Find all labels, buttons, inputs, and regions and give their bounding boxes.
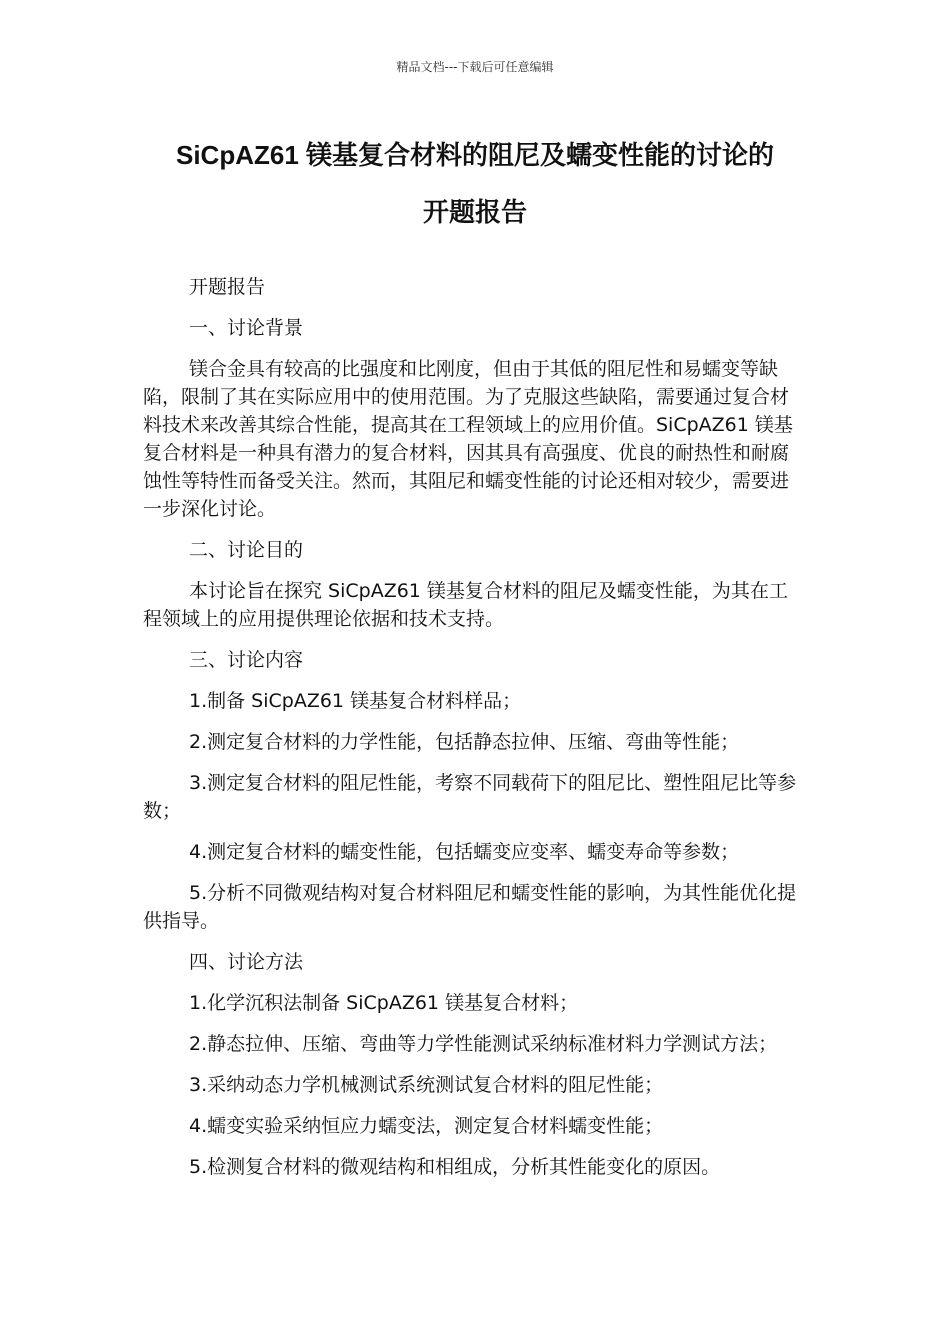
list-item-content-5: 5.分析不同微观结构对复合材料阻尼和蠕变性能的影响，为其性能优化提供指导。 — [143, 882, 797, 932]
document-body — [143, 273, 803, 1194]
list-item-content-4: 4.测定复合材料的蠕变性能，包括蠕变应变率、蠕变寿命等参数； — [189, 841, 740, 863]
paragraph-background: 镁合金具有较高的比强度和比刚度，但由于其低的阻尼性和易蠕变等缺陷，限制了其在实际应用中的使用范围。为了克服这些缺陷，需要通过复合材料技术来改善其综合性能，提高其在工程领域上的应用价值。SiCpAZ61 镁基复合材料是一种具有潜力的复合材料，因其具有高强度、优良的耐热性和耐腐蚀性等特性而备受关注。然而，其阻尼和蠕变性能的讨论还相对较少，需要进一步深化讨论。 — [143, 358, 793, 520]
list-item-method-5: 5.检测复合材料的微观结构和相组成，分析其性能变化的原因。 — [189, 1156, 721, 1178]
section-heading-content: 三、讨论内容 — [189, 649, 304, 671]
list-item-method-2: 2.静态拉伸、压缩、弯曲等力学性能测试采纳标准材料力学测试方法； — [189, 1033, 778, 1055]
list-item-method-4: 4.蠕变实验采纳恒应力蠕变法，测定复合材料蠕变性能； — [189, 1115, 664, 1137]
section-label-report: 开题报告 — [189, 276, 266, 298]
section-heading-background: 一、讨论背景 — [189, 317, 304, 339]
list-item-method-3: 3.采纳动态力学机械测试系统测试复合材料的阻尼性能； — [189, 1074, 664, 1096]
list-item-content-3: 3.测定复合材料的阻尼性能，考察不同载荷下的阻尼比、塑性阻尼比等参数； — [143, 772, 797, 822]
section-heading-methods: 四、讨论方法 — [189, 951, 304, 973]
list-item-content-1: 1.制备 SiCpAZ61 镁基复合材料样品； — [189, 690, 522, 712]
page-header: 精品文档---下载后可任意编辑 — [396, 60, 554, 74]
paragraph-purpose: 本讨论旨在探究 SiCpAZ61 镁基复合材料的阻尼及蠕变性能，为其在工程领域上的应用提供理论依据和技术支持。 — [143, 580, 788, 630]
document-title-line-1: SiCpAZ61 镁基复合材料的阻尼及蠕变性能的讨论的 — [175, 140, 775, 170]
document-title-line-2: 开题报告 — [422, 197, 527, 227]
list-item-content-2: 2.测定复合材料的力学性能，包括静态拉伸、压缩、弯曲等性能； — [189, 731, 740, 753]
section-heading-purpose: 二、讨论目的 — [189, 539, 304, 561]
list-item-method-1: 1.化学沉积法制备 SiCpAZ61 镁基复合材料； — [189, 992, 579, 1014]
